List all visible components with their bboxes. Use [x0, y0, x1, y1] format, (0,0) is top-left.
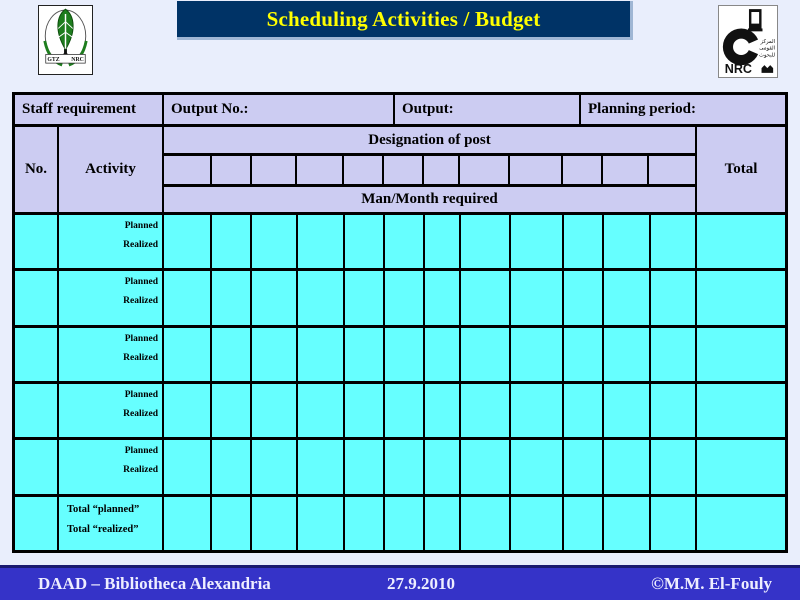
month-cell	[164, 328, 212, 381]
month-cell	[385, 328, 425, 381]
crown-emblem	[762, 65, 774, 73]
table-row	[15, 328, 785, 384]
no-cell	[15, 215, 59, 268]
month-cell	[564, 440, 604, 493]
total-column-header: Total	[724, 161, 758, 177]
month-cell	[461, 440, 511, 493]
gtz-label: GTZ	[47, 57, 60, 64]
month-cell	[461, 384, 511, 437]
month-cell	[384, 156, 424, 184]
month-cell	[564, 271, 604, 324]
activity-cell	[59, 497, 164, 550]
month-cell	[298, 215, 345, 268]
month-cell	[425, 328, 462, 381]
table-row	[15, 384, 785, 440]
planned-label: Planned	[124, 389, 158, 400]
month-cell	[385, 271, 425, 324]
month-cell	[385, 497, 425, 550]
no-cell	[15, 440, 59, 493]
title-banner	[177, 1, 633, 40]
month-cell	[212, 156, 252, 184]
total-cell	[697, 440, 785, 493]
month-cell	[604, 384, 651, 437]
month-cell	[425, 215, 462, 268]
month-cell	[252, 440, 298, 493]
month-cell	[212, 328, 252, 381]
no-cell	[15, 497, 59, 550]
month-cell	[345, 497, 385, 550]
month-cell	[651, 497, 697, 550]
month-cell	[511, 497, 564, 550]
activity-cell	[59, 271, 164, 324]
month-cell	[461, 215, 511, 268]
month-cell	[298, 440, 345, 493]
month-cell	[298, 497, 345, 550]
staff-requirement-header: Staff requirement	[15, 95, 164, 124]
month-cell	[511, 271, 564, 324]
footer-author-org: DAAD – Bibliotheca Alexandria	[38, 574, 271, 593]
footer-date: 27.9.2010	[387, 574, 455, 593]
flask-body	[751, 12, 759, 24]
man-month-required-header: Man/Month required	[164, 184, 695, 212]
month-cell	[345, 271, 385, 324]
month-cell	[461, 497, 511, 550]
total-cell	[697, 215, 785, 268]
arabic-line-2: القومى	[759, 45, 776, 52]
month-cell	[212, 497, 252, 550]
month-cell	[252, 215, 298, 268]
realized-label: Realized	[123, 296, 158, 307]
month-cell	[564, 384, 604, 437]
no-cell	[15, 328, 59, 381]
month-cell	[425, 271, 462, 324]
table-row	[15, 215, 785, 271]
activity-cell	[59, 328, 164, 381]
month-cell	[604, 215, 651, 268]
table-row	[15, 271, 785, 327]
month-cell	[385, 384, 425, 437]
activity-cell	[59, 215, 164, 268]
month-cell	[651, 440, 697, 493]
month-cell	[212, 384, 252, 437]
month-cell	[252, 497, 298, 550]
month-cell	[164, 156, 212, 184]
month-cell	[252, 328, 298, 381]
planned-label: Planned	[124, 333, 158, 344]
arabic-line-3: للبحوث	[758, 52, 776, 59]
total-cell	[697, 328, 785, 381]
month-cell	[511, 384, 564, 437]
month-cell	[461, 328, 511, 381]
total-cell	[697, 497, 785, 550]
month-cell	[511, 215, 564, 268]
month-cell	[604, 497, 651, 550]
arabic-line-1: المركز	[760, 38, 776, 45]
month-cell	[604, 271, 651, 324]
month-cell	[511, 440, 564, 493]
month-cell	[510, 156, 563, 184]
nrc-logo	[718, 5, 778, 78]
no-cell	[15, 384, 59, 437]
nrc-text: NRC	[724, 61, 752, 76]
realized-label: Realized	[123, 352, 158, 363]
month-cell	[564, 328, 604, 381]
activity-cell	[59, 440, 164, 493]
month-cell	[164, 440, 212, 493]
month-cell	[252, 384, 298, 437]
month-cell	[604, 328, 651, 381]
month-cell	[604, 440, 651, 493]
month-cell	[164, 384, 212, 437]
total-cell	[697, 384, 785, 437]
tree-emblem-icon	[39, 6, 92, 74]
table-column-header	[15, 127, 785, 215]
realized-label: Realized	[123, 465, 158, 476]
activity-cell	[59, 384, 164, 437]
month-cell	[212, 271, 252, 324]
page-title: Scheduling Activities / Budget	[266, 6, 541, 31]
footer-copyright: ©M.M. El-Fouly	[651, 574, 772, 593]
realized-label: Realized	[123, 408, 158, 419]
month-cell	[424, 156, 461, 184]
month-cell	[651, 384, 697, 437]
month-cell	[297, 156, 344, 184]
month-cell	[649, 156, 695, 184]
table-total-row	[15, 497, 785, 550]
month-cell	[564, 215, 604, 268]
month-cell	[425, 497, 462, 550]
month-cell	[385, 440, 425, 493]
month-cell	[564, 497, 604, 550]
month-cell	[345, 328, 385, 381]
gtz-nrc-logo	[38, 5, 93, 75]
nrc-label: NRC	[71, 57, 84, 64]
month-cell	[460, 156, 510, 184]
month-cell	[511, 328, 564, 381]
total-planned-label: Total “planned”	[67, 503, 140, 515]
output-no-header: Output No.:	[164, 95, 395, 124]
activity-column-header: Activity	[59, 127, 164, 212]
scheduling-table	[12, 92, 788, 553]
planned-label: Planned	[124, 446, 158, 457]
month-cell	[164, 215, 212, 268]
month-cell	[345, 215, 385, 268]
month-cell	[164, 271, 212, 324]
month-cell	[603, 156, 650, 184]
footer-bar	[0, 565, 800, 600]
no-cell	[15, 271, 59, 324]
month-cell	[563, 156, 603, 184]
output-header: Output:	[395, 95, 581, 124]
month-cell	[425, 440, 462, 493]
month-cell	[298, 384, 345, 437]
total-cell	[697, 271, 785, 324]
planning-period-header: Planning period:	[588, 101, 696, 117]
month-cell	[651, 328, 697, 381]
designation-block	[164, 127, 697, 212]
table-top-row	[15, 95, 785, 127]
month-cell	[461, 271, 511, 324]
table-row	[15, 440, 785, 496]
month-cell	[651, 215, 697, 268]
month-cell	[298, 328, 345, 381]
designation-cells-row	[164, 156, 695, 184]
realized-label: Realized	[123, 240, 158, 250]
month-cell	[252, 271, 298, 324]
month-cell	[298, 271, 345, 324]
no-column-header: No.	[15, 127, 59, 212]
planned-label: Planned	[124, 221, 158, 231]
month-cell	[345, 440, 385, 493]
month-cell	[345, 384, 385, 437]
planned-label: Planned	[124, 277, 158, 288]
month-cell	[212, 215, 252, 268]
month-cell	[212, 440, 252, 493]
nrc-emblem-icon	[719, 6, 777, 77]
total-realized-label: Total “realized”	[67, 523, 139, 535]
month-cell	[344, 156, 384, 184]
month-cell	[651, 271, 697, 324]
month-cell	[425, 384, 462, 437]
month-cell	[385, 215, 425, 268]
month-cell	[164, 497, 212, 550]
designation-of-post-header: Designation of post	[164, 127, 695, 156]
month-cell	[252, 156, 298, 184]
